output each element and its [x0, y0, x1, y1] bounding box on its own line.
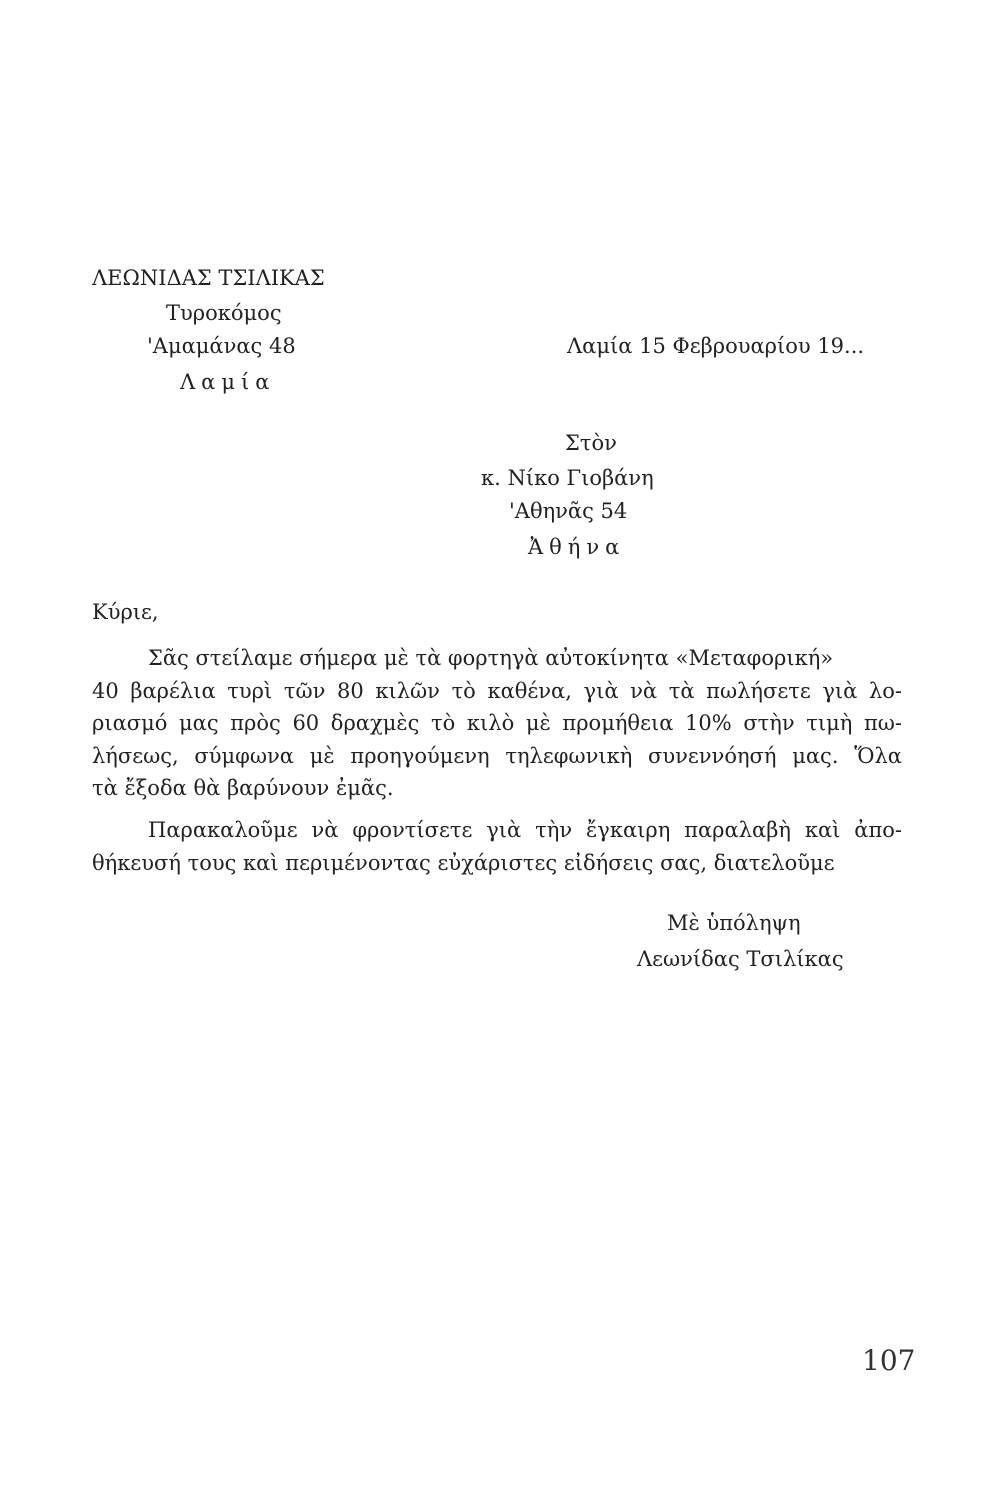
date-line: Λαμία 15 Φεβρουαρίου 19... [567, 334, 865, 358]
paragraph-line: θήκευσή τους καὶ περιμένοντας εὐχάριστες εἰδήσεις σας, διατελοῦμε [92, 850, 835, 875]
body-paragraph-1 [92, 642, 902, 805]
paragraph-line: Σᾶς στείλαμε σήμερα μὲ τὰ φορτηγὰ αὐτοκίνητα «Μεταφορική» [148, 646, 834, 670]
recipient-city: Ἀθήνα [528, 535, 626, 559]
paragraph-line: 40 βαρέλια τυρὶ τῶν 80 κιλῶν τὸ καθένα, γιὰ νὰ τὰ πωλήσετε γιὰ λο- [92, 678, 902, 703]
sender-city: Λαμία [180, 370, 276, 394]
recipient-address: 'Αθηνᾶς 54 [509, 499, 628, 523]
signature: Λεωνίδας Τσιλίκας [637, 947, 844, 971]
body-paragraph-2 [92, 814, 902, 879]
paragraph-line: τὰ ἔξοδα θὰ βαρύνουν ἐμᾶς. [92, 776, 394, 801]
sender-profession: Τυροκόμος [166, 301, 282, 325]
recipient-to: Στὸν [565, 431, 617, 455]
paragraph-line: λήσεως, σύμφωνα μὲ προηγούμενη τηλεφωνικὴ συνεννόησή μας. Ὅλα [92, 743, 902, 768]
paragraph-line: ριασμό μας πρὸς 60 δραχμὲς τὸ κιλὸ μὲ προμήθεια 10% στὴν τιμὴ πω- [92, 711, 902, 736]
salutation: Κύριε, [92, 600, 159, 624]
sender-address: 'Αμαμάνας 48 [147, 334, 296, 358]
recipient-name: κ. Νίκο Γιοβάνη [481, 466, 654, 490]
page-number: 107 [862, 1344, 916, 1377]
closing-regards: Μὲ ὑπόληψη [667, 911, 801, 935]
paragraph-line: Παρακαλοῦμε νὰ φροντίσετε γιὰ τὴν ἔγκαιρη παραλαβὴ καὶ ἀπο- [148, 818, 902, 842]
sender-name: ΛΕΩΝΙΔΑΣ ΤΣΙΛΙΚΑΣ [92, 266, 325, 290]
